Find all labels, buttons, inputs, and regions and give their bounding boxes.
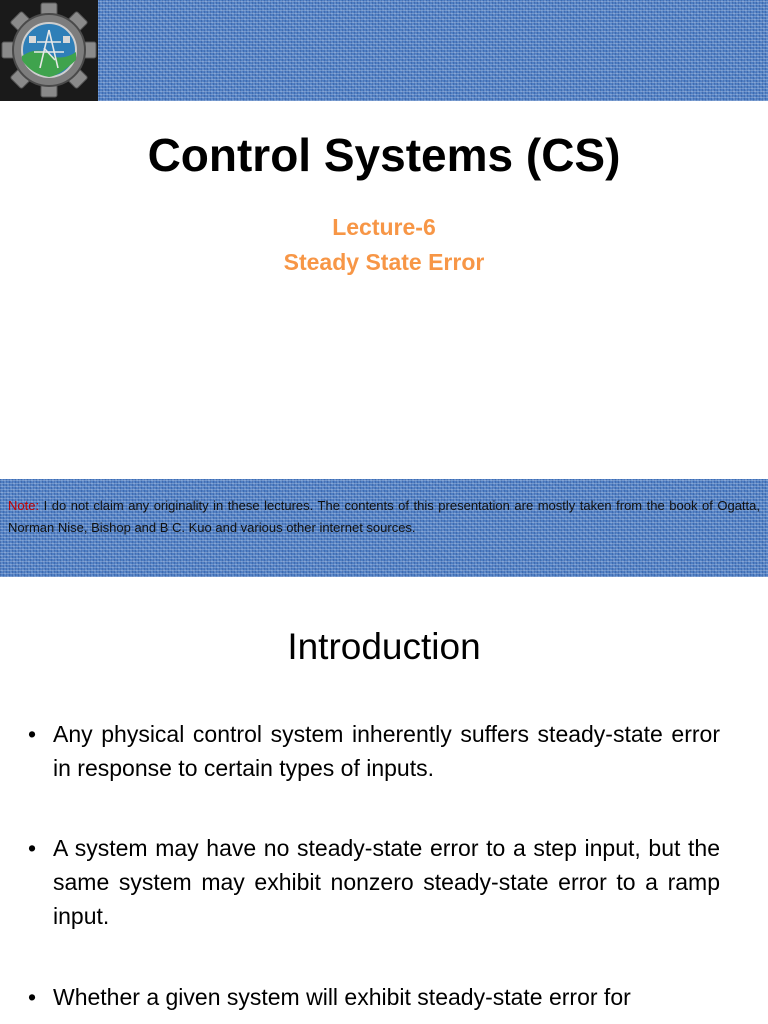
lecture-topic: Steady State Error bbox=[283, 249, 485, 275]
bullet-text: Any physical control system inherently suffers steady-state error in response to certain types of inputs. bbox=[53, 721, 720, 781]
bullet-item bbox=[28, 831, 720, 933]
bullet-item bbox=[28, 717, 720, 785]
note-body: I do not claim any originality in these lectures. The contents of this presentation are mostly taken from the book of Ogatta, Norman Nise, Bishop and B C. Kuo and various other internet sources. bbox=[8, 498, 760, 535]
introduction-slide bbox=[0, 582, 768, 1024]
slide-heading: Introduction bbox=[287, 626, 481, 667]
disclaimer-text bbox=[8, 495, 760, 539]
institution-logo bbox=[0, 0, 98, 101]
bullet-item bbox=[28, 980, 720, 1014]
gear-logo-icon bbox=[0, 0, 98, 101]
bullet-text: Whether a given system will exhibit steady-state error for bbox=[53, 984, 631, 1010]
header-band bbox=[0, 0, 768, 101]
bullet-icon: • bbox=[28, 721, 37, 747]
bullet-icon: • bbox=[28, 835, 37, 861]
disclaimer-band bbox=[0, 479, 768, 577]
presentation-title: Control Systems (CS) bbox=[147, 129, 621, 181]
lecture-number: Lecture-6 bbox=[332, 214, 436, 240]
bullet-icon: • bbox=[28, 984, 37, 1010]
note-label: Note: bbox=[8, 498, 40, 513]
bullet-text: A system may have no steady-state error to a step input, but the same system may exhibit nonzero steady-state error to a ramp input. bbox=[53, 835, 720, 929]
